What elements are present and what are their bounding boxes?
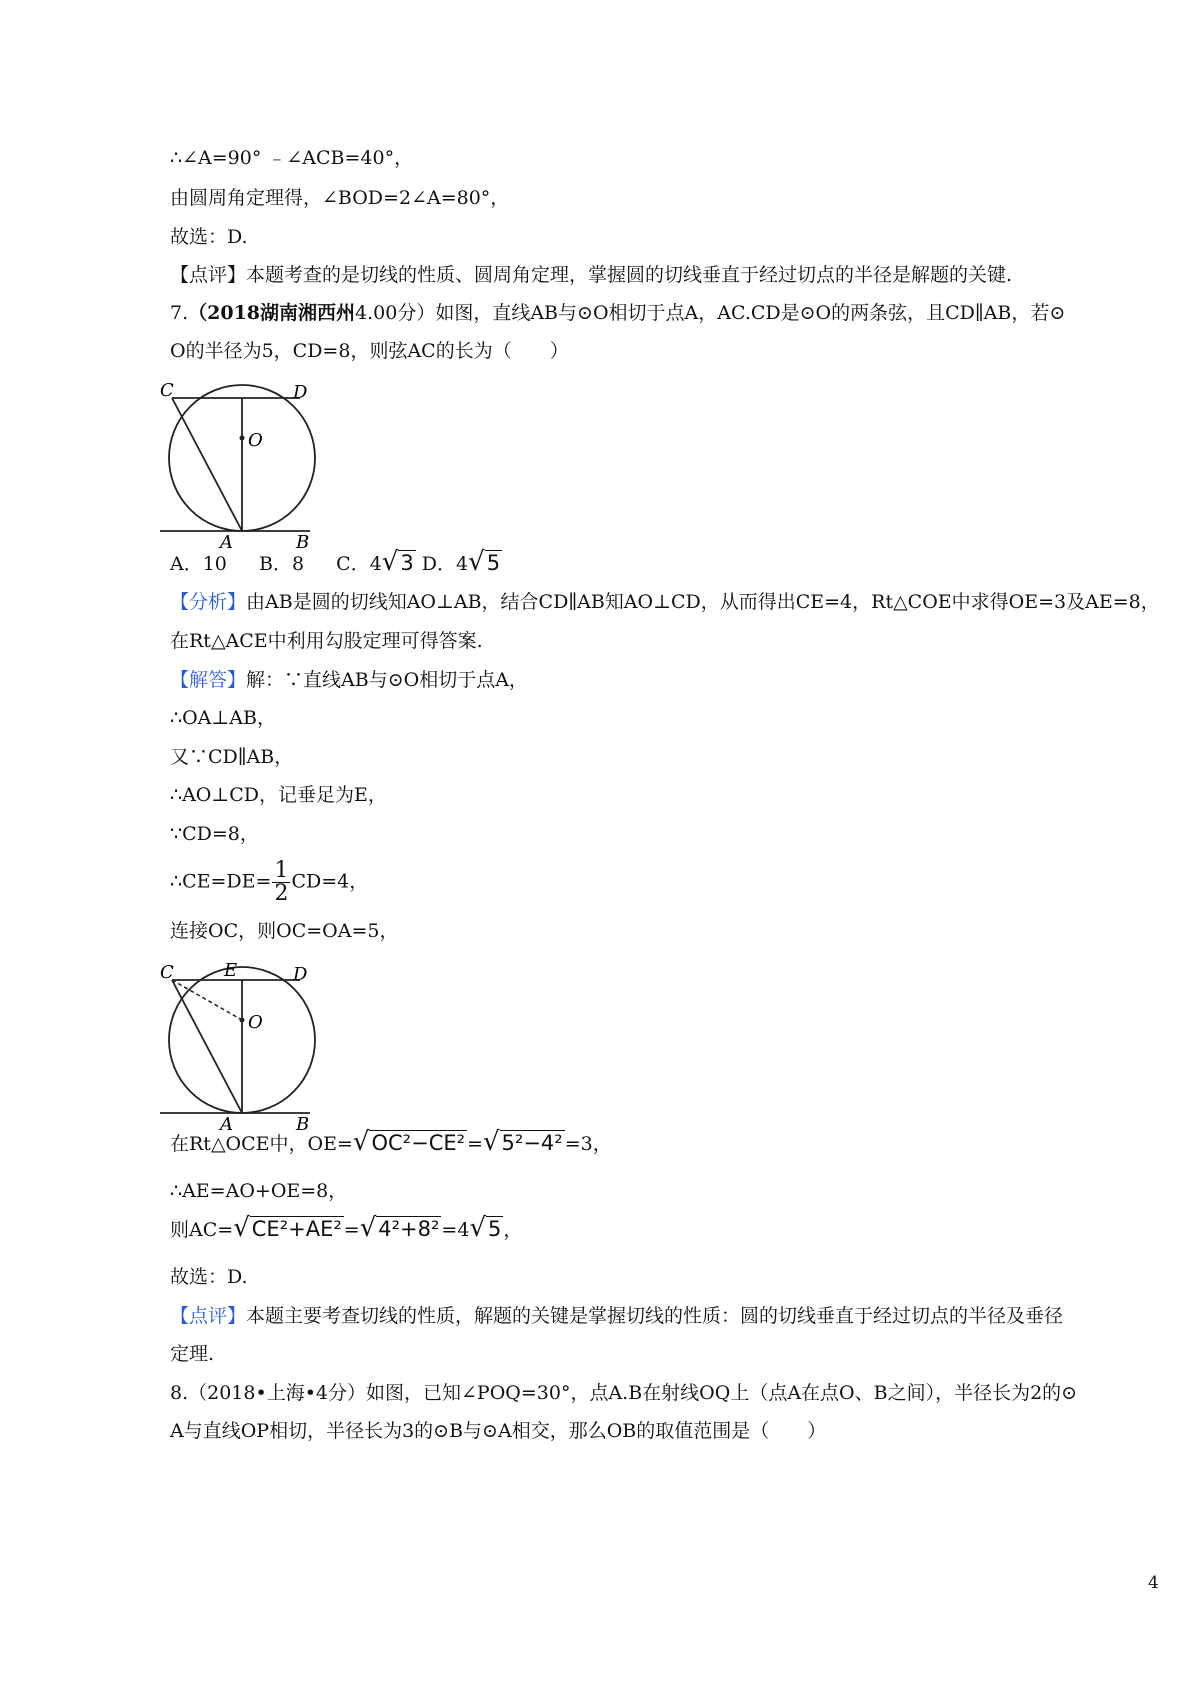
question-7-line-1: [170, 298, 1065, 328]
review-text: 本题主要考查切线的性质，解题的关键是掌握切线的性质：圆的切线垂直于经过切点的半径及垂径: [246, 1305, 1064, 1327]
choice-c-radicand: 3: [400, 551, 414, 575]
question-number: 7.: [170, 302, 189, 324]
step-text: ，: [503, 1219, 523, 1241]
label-d: D: [293, 964, 308, 985]
solution-step: 故选：D.: [170, 1266, 248, 1288]
solution-step: ∴AE=AO+OE=8，: [170, 1180, 348, 1202]
choice-c: C．4: [336, 553, 382, 575]
radicand: 5: [488, 1217, 502, 1241]
step-text: =3，: [564, 1133, 612, 1155]
solution-step: 又∵CD∥AB，: [170, 746, 294, 768]
label-a: A: [220, 1114, 233, 1132]
label-a: A: [220, 532, 233, 550]
solution-step: ∵CD=8，: [170, 823, 259, 845]
chord-ac: [172, 980, 242, 1113]
question-7-line-2: O的半径为5，CD=8，则弦AC的长为（ ）: [170, 340, 569, 362]
chord-ac: [172, 398, 242, 531]
step-text: =4: [441, 1219, 470, 1241]
review-line: [170, 260, 1012, 290]
review-line-2: 定理.: [170, 1343, 215, 1365]
question-text: 4.00分）如图，直线AB与⊙O相切于点A，AC.CD是⊙O的两条弦，且CD∥AB，若⊙: [355, 302, 1066, 324]
radicand: 5²−4²: [501, 1131, 563, 1155]
solution-step-fraction: [170, 860, 368, 905]
fraction-half: [272, 860, 290, 905]
text-line: 故选：D.: [170, 226, 248, 248]
page-number: 4: [1148, 1573, 1159, 1593]
choice-d: D．4: [421, 553, 469, 575]
choice-a: A．10: [170, 553, 227, 575]
text-line: ∴∠A=90° ﹣∠ACB=40°，: [170, 147, 414, 169]
review-text: 本题考查的是切线的性质、圆周角定理，掌握圆的切线垂直于经过切点的半径是解题的关键.: [246, 264, 1013, 286]
label-e: E: [224, 960, 238, 981]
circle-tangent-figure-2: [160, 960, 360, 1132]
step-text: 在Rt△OCE中，OE=: [170, 1133, 353, 1155]
analysis-line-2: 在Rt△ACE中利用勾股定理可得答案.: [170, 630, 483, 652]
review-tag: 【点评】: [170, 264, 247, 286]
label-o: O: [248, 1012, 263, 1033]
step-text: 则AC=: [170, 1219, 234, 1241]
step-text: ∴CE=DE=: [170, 870, 272, 893]
choice-b: B．8: [259, 553, 305, 575]
question-8-line-2: A与直线OP相切，半径长为3的⊙B与⊙A相交，那么OB的取值范围是（ ）: [170, 1420, 827, 1442]
fraction-numerator: 1: [274, 858, 289, 883]
label-c: C: [160, 380, 174, 401]
solution-step: 连接OC，则OC=OA=5，: [170, 920, 399, 942]
radicand: 4²+8²: [378, 1217, 440, 1241]
label-c: C: [160, 962, 174, 983]
text-line: 由圆周角定理得，∠BOD=2∠A=80°，: [170, 187, 510, 209]
review-line-1: [170, 1301, 1063, 1331]
label-b: B: [296, 1114, 310, 1132]
question-8-line-1: 8.（2018•上海•4分）如图，已知∠POQ=30°，点A.B在射线OQ上（点A在点O、B之间），半径长为2的⊙: [170, 1382, 1078, 1404]
center-point: [240, 1018, 245, 1023]
answer-text: 解：∵直线AB与⊙O相切于点A，: [246, 669, 528, 691]
label-d: D: [293, 382, 308, 403]
circle-tangent-figure-1: [160, 378, 360, 550]
step-text: =: [467, 1133, 483, 1155]
analysis-tag: 【分析】: [170, 591, 247, 613]
label-b: B: [296, 532, 310, 550]
center-point: [240, 436, 245, 441]
step-text: CD=4，: [291, 870, 369, 893]
question-source: （2018湖南湘西州: [188, 302, 356, 324]
radicand: OC²−CE²: [371, 1131, 466, 1155]
solution-step-sqrt: 在Rt△OCE中，OE=√OC²−CE² =√5²−4² =3，: [170, 1127, 612, 1157]
choice-d-radicand: 5: [486, 551, 501, 575]
analysis-text: 由AB是圆的切线知AO⊥AB，结合CD∥AB知AO⊥CD，从而得出CE=4，Rt△COE中求得OE=3及AE=8，: [246, 591, 1160, 613]
solution-step: ∴AO⊥CD，记垂足为E，: [170, 784, 387, 806]
solution-step: ∴OA⊥AB，: [170, 707, 276, 729]
fraction-denominator: 2: [274, 881, 289, 906]
solution-step-sqrt: 则AC=√CE²+AE² =√4²+8² =4√5 ，: [170, 1213, 523, 1243]
analysis-line-1: [170, 587, 1160, 617]
label-o: O: [248, 430, 263, 451]
step-text: =: [343, 1219, 360, 1241]
review-tag: 【点评】: [170, 1305, 247, 1327]
radicand: CE²+AE²: [251, 1217, 342, 1241]
answer-tag: 【解答】: [170, 669, 247, 691]
answer-choices: A．10 B．8 C．4√3 D．4√5: [170, 547, 501, 577]
answer-line: [170, 665, 528, 695]
